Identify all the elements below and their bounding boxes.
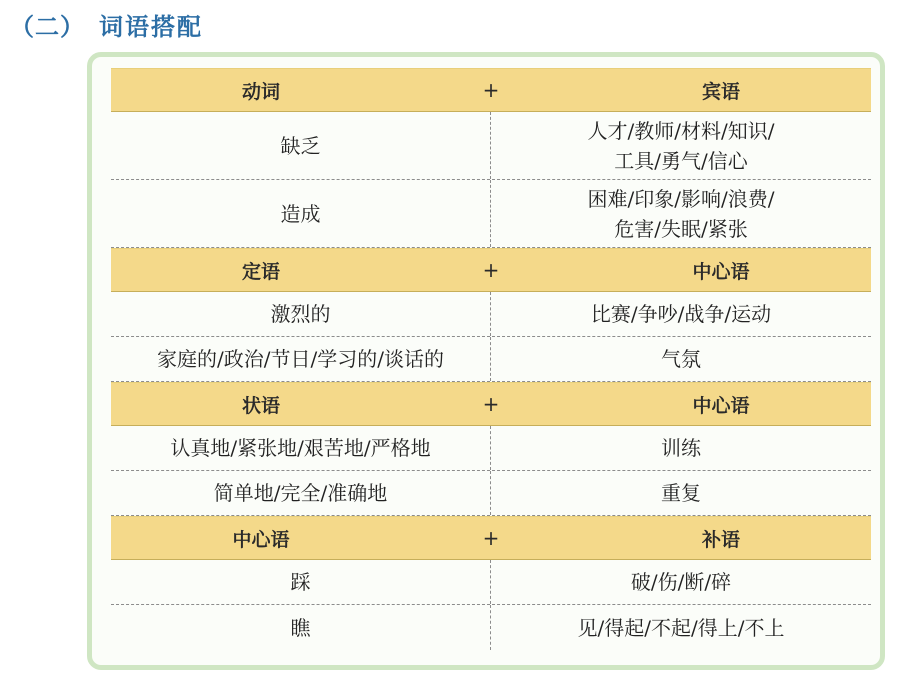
table-row bbox=[111, 292, 871, 337]
row-right-line: 人才/教师/材料/知识/ bbox=[587, 118, 775, 143]
table-row bbox=[111, 560, 871, 605]
row-right-line: 重复 bbox=[661, 481, 701, 505]
row-left: 认真地/紧张地/艰苦地/严格地 bbox=[111, 426, 491, 470]
row-right-line: 见/得起/不起/得上/不上 bbox=[577, 615, 785, 640]
plus-sign: + bbox=[482, 392, 500, 416]
header-right: 中心语 bbox=[692, 260, 750, 283]
plus-sign: + bbox=[482, 526, 500, 550]
row-right bbox=[491, 560, 871, 604]
row-left: 踩 bbox=[111, 560, 491, 604]
header-right: 补语 bbox=[701, 528, 740, 551]
row-right bbox=[491, 426, 871, 470]
row-right-line: 比赛/争吵/战争/运动 bbox=[590, 302, 772, 326]
section-title: 词语搭配 bbox=[99, 12, 203, 41]
row-right bbox=[491, 180, 871, 247]
header-left: 定语 bbox=[241, 260, 280, 283]
row-right-line: 气氛 bbox=[661, 347, 701, 371]
table-row bbox=[111, 426, 871, 471]
section-number: （二） bbox=[10, 12, 85, 41]
section-heading bbox=[10, 4, 203, 44]
row-left: 缺乏 bbox=[111, 112, 491, 179]
row-right bbox=[491, 471, 871, 515]
row-left: 激烈的 bbox=[111, 292, 491, 336]
row-right bbox=[491, 605, 871, 650]
row-left: 简单地/完全/准确地 bbox=[111, 471, 491, 515]
row-right bbox=[491, 112, 871, 179]
row-right bbox=[491, 337, 871, 381]
table-row bbox=[111, 471, 871, 516]
header-right: 宾语 bbox=[701, 80, 740, 103]
table-row bbox=[111, 112, 871, 180]
table-row bbox=[111, 337, 871, 382]
row-right-line: 危害/失眠/紧张 bbox=[614, 216, 748, 241]
collocation-card bbox=[87, 52, 885, 670]
header-right: 中心语 bbox=[692, 394, 750, 417]
row-left: 瞧 bbox=[111, 605, 491, 650]
row-left: 造成 bbox=[111, 180, 491, 247]
row-right-line: 破/伤/断/碎 bbox=[630, 570, 732, 594]
row-right bbox=[491, 292, 871, 336]
row-left: 家庭的/政治/节日/学习的/谈话的 bbox=[111, 337, 491, 381]
table-header-row bbox=[111, 516, 871, 560]
row-right-line: 困难/印象/影响/浪费/ bbox=[587, 186, 775, 211]
header-left: 动词 bbox=[241, 80, 280, 103]
row-right-line: 工具/勇气/信心 bbox=[614, 148, 748, 173]
table-header-row bbox=[111, 248, 871, 292]
header-left: 状语 bbox=[241, 394, 280, 417]
table-row bbox=[111, 180, 871, 248]
table-header-row bbox=[111, 382, 871, 426]
collocation-table bbox=[111, 68, 871, 650]
plus-sign: + bbox=[482, 78, 500, 102]
table-header-row bbox=[111, 68, 871, 112]
row-right-line: 训练 bbox=[661, 436, 701, 460]
table-row bbox=[111, 605, 871, 650]
header-left: 中心语 bbox=[232, 528, 290, 551]
plus-sign: + bbox=[482, 258, 500, 282]
